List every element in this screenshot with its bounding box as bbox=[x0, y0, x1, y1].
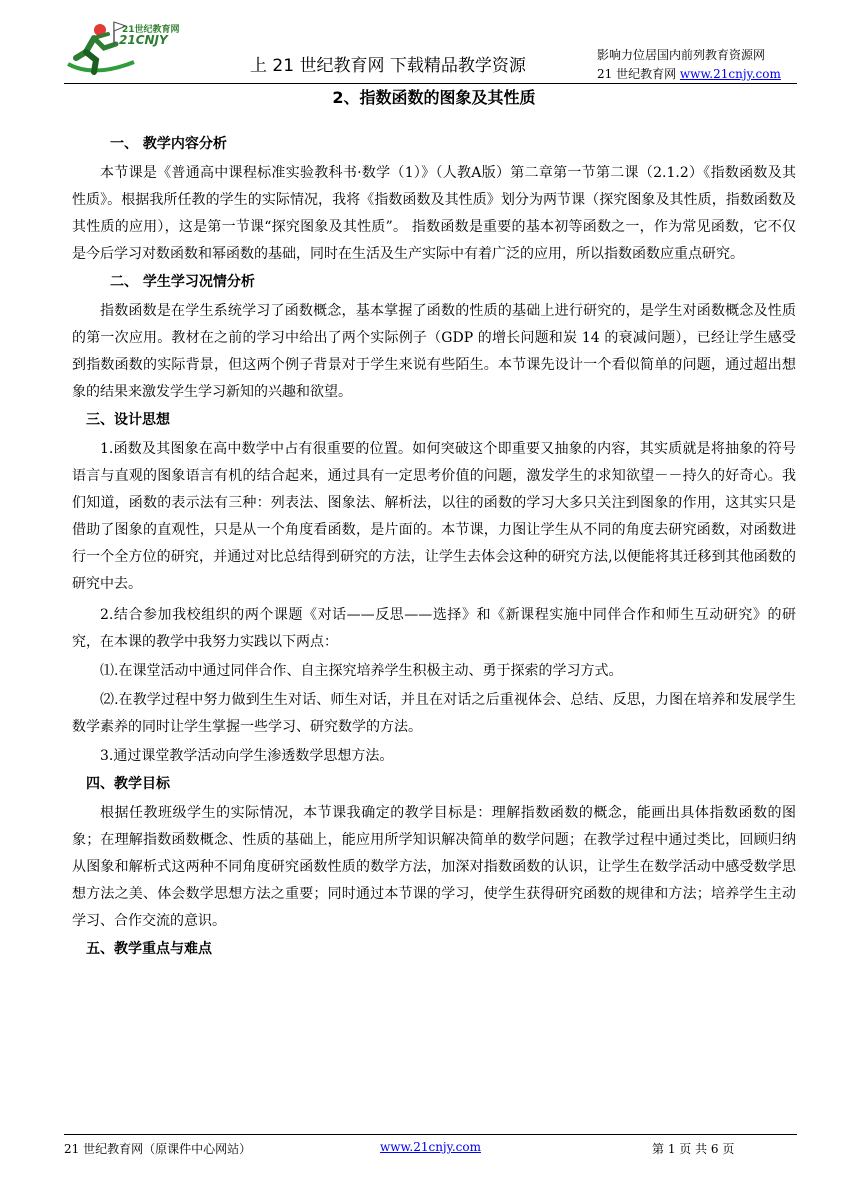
paragraph: 指数函数是在学生系统学习了函数概念，基本掌握了函数的性质的基础上进行研究的，是学生对函数概念及性质的第一次应用。教材在之前的学习中给出了两个实际例子（GDP 的增长问题和炭 14 的衰减问题），已经让学生感受到指数函数的实际背景，但这两个例子背景对于学生来说有些陌生。本节课先设计一个看似简单的问题，通过超出想象的结果来激发学生学习新知的兴趣和欲望。 bbox=[72, 303, 796, 400]
document-title: 2、指数函数的图象及其性质 bbox=[332, 88, 536, 107]
paragraph: 本节课是《普通高中课程标准实验教科书·数学（1）》（人教A版）第二章第一节第二课（2.1.2）《指数函数及其性质》。根据我所任教的学生的实际情况，我将《指数函数及其性质》划分为两节课（探究图象及其性质，指数函数及其性质的应用），这是第一节课“探究图象及其性质”。 指数函数是重要的基本初等函数之一，作为常见函数，它不仅是今后学习对数函数和幂函数的基础，同时在生活及生产实际中有着广泛的应用，所以指数函数应重点研究。 bbox=[72, 165, 796, 262]
section-heading-5: 五、教学重点与难点 bbox=[86, 941, 212, 957]
header-site-link[interactable]: www.21cnjy.com bbox=[679, 67, 781, 81]
page-header bbox=[0, 0, 860, 84]
footer-divider bbox=[64, 1134, 797, 1135]
document-body bbox=[72, 88, 796, 965]
footer-site-name: 21 世纪教育网（原课件中心网站） bbox=[64, 1142, 252, 1156]
logo-chinese-text: 21世纪教育网 bbox=[122, 25, 180, 35]
footer-site-link[interactable]: www.21cnjy.com bbox=[380, 1140, 481, 1154]
paragraph: ⑴.在课堂活动中通过同伴合作、自主探究培养学生积极主动、勇于探索的学习方式。 bbox=[100, 663, 623, 679]
header-site-prefix: 21 世纪教育网 bbox=[597, 67, 680, 81]
section-heading-4: 四、教学目标 bbox=[86, 776, 170, 792]
section-heading-3: 三、设计思想 bbox=[86, 412, 170, 428]
logo-english-text: 21CNJY bbox=[119, 33, 168, 47]
header-divider bbox=[64, 83, 797, 84]
paragraph: 根据任教班级学生的实际情况，本节课我确定的教学目标是：理解指数函数的概念，能画出具体指数函数的图象；在理解指数函数概念、性质的基础上，能应用所学知识解决简单的数学问题；在教学过程中通过类比，回顾归纳从图象和解析式这两种不同角度研究函数性质的数学方法，加深对指数函数的认识，让学生在数学活动中感受数学思想方法之美、体会数学思想方法之重要；同时通过本节课的学习，使学生获得研究函数的规律和方法；培养学生主动学习、合作交流的意识。 bbox=[72, 805, 796, 929]
page-number: 第 1 页 共 6 页 bbox=[652, 1142, 735, 1156]
paragraph: 3.通过课堂教学活动向学生渗透数学思想方法。 bbox=[100, 748, 394, 764]
paragraph: ⑵.在教学过程中努力做到生生对话、师生对话，并且在对话之后重视体会、总结、反思，力图在培养和发展学生数学素养的同时让学生掌握一些学习、研究数学的方法。 bbox=[72, 692, 796, 735]
section-heading-1: 一、 教学内容分析 bbox=[110, 136, 227, 152]
section-heading-2: 二、 学生学习况情分析 bbox=[110, 274, 255, 290]
header-site-line bbox=[597, 65, 781, 82]
paragraph: 2.结合参加我校组织的两个课题《对话——反思——选择》和《新课程实施中同伴合作和师生互动研究》的研究，在本课的教学中我努力实践以下两点： bbox=[72, 607, 796, 650]
header-slogan: 上 21 世纪教育网 下载精品教学资源 bbox=[250, 56, 526, 76]
paragraph: 1.函数及其图象在高中数学中占有很重要的位置。如何突破这个即重要又抽象的内容，其实质就是将抽象的符号语言与直观的图象语言有机的结合起来，通过具有一定思考价值的问题，激发学生的求知欲望－－持久的好奇心。我们知道，函数的表示法有三种：列表法、图象法、解析法，以往的函数的学习大多只关注到图象的作用，这其实只是借助了图象的直观性，只是从一个角度看函数，是片面的。本节课，力图让学生从不同的角度去研究函数，对函数进行一个全方位的研究，并通过对比总结得到研究的方法，让学生去体会这种的研究方法,以便能将其迁移到其他函数的研究中去。 bbox=[72, 441, 796, 592]
header-tagline: 影响力位居国内前列教育资源网 bbox=[597, 48, 766, 62]
